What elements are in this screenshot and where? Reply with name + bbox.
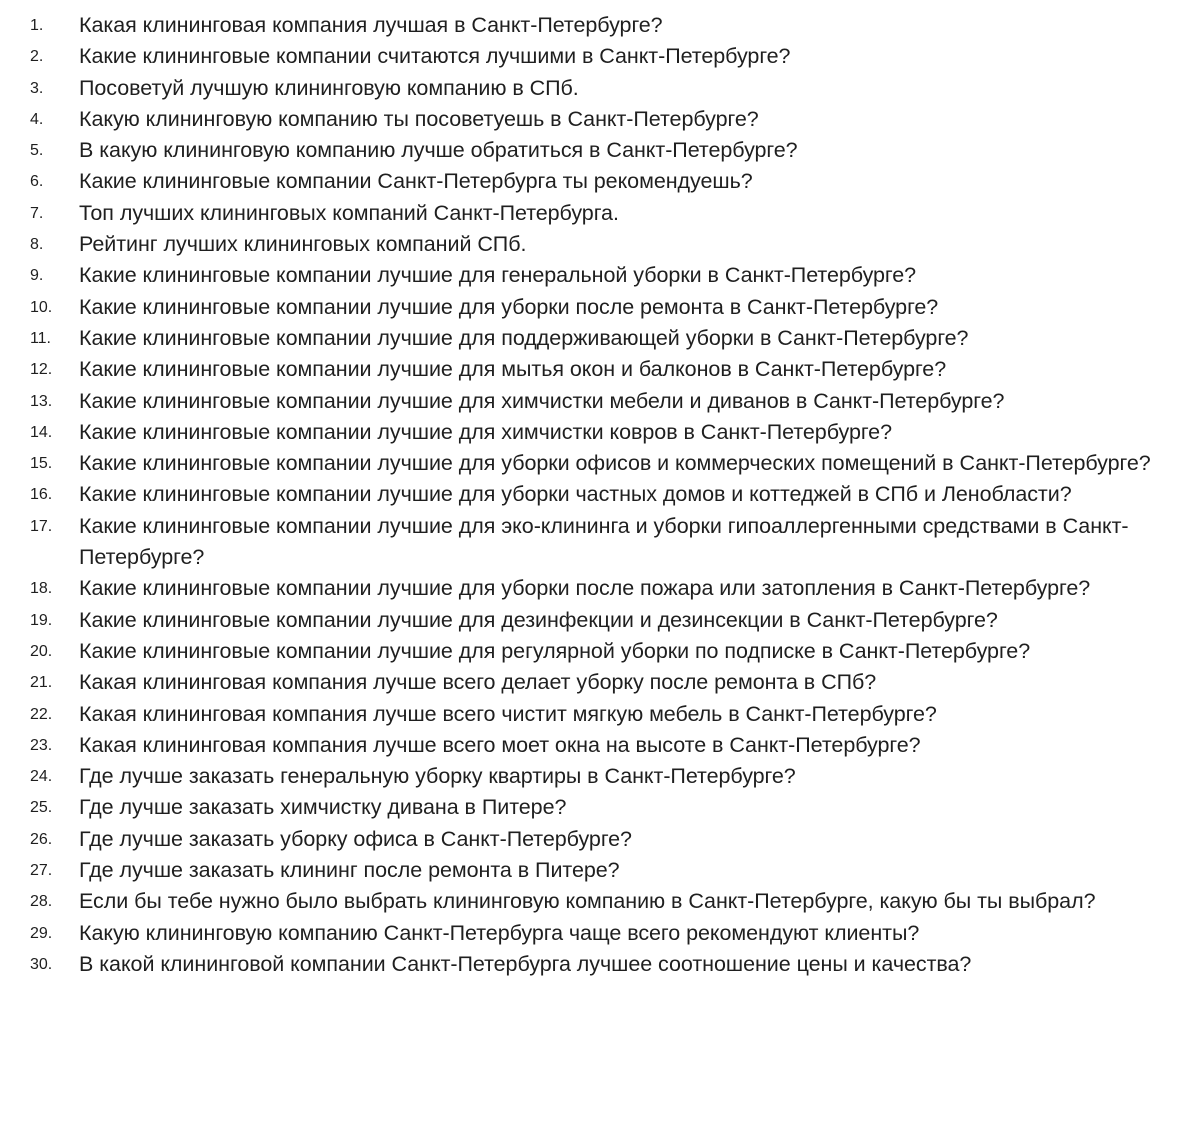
list-item-text: Посоветуй лучшую клининговую компанию в СПб. <box>79 75 579 100</box>
list-item <box>0 166 1200 197</box>
list-item <box>0 354 1200 385</box>
list-item-text: В какой клининговой компании Санкт-Петербурга лучшее соотношение цены и качества? <box>79 951 972 976</box>
list-item-number: 20. <box>30 642 53 660</box>
list-item-text: Где лучше заказать химчистку дивана в Питере? <box>79 795 567 820</box>
list-item <box>0 886 1200 917</box>
list-item-text: Какие клининговые компании лучшие для уборки после пожара или затопления в Санкт-Петербурге? <box>79 576 1091 601</box>
list-item-number: 23. <box>30 736 53 754</box>
list-item-number: 22. <box>30 705 53 723</box>
list-item-text: Какие клининговые компании считаются лучшими в Санкт-Петербурге? <box>79 44 791 69</box>
list-item <box>0 573 1200 604</box>
list-item-text: Какую клининговую компанию Санкт-Петербурга чаще всего рекомендуют клиенты? <box>79 920 920 945</box>
list-item-number: 29. <box>30 924 53 942</box>
list-item-number: 18. <box>30 580 53 598</box>
list-item-number: 17. <box>30 517 53 535</box>
list-item-text: В какую клининговую компанию лучше обратиться в Санкт-Петербурге? <box>79 138 798 163</box>
list-item <box>0 761 1200 792</box>
list-item <box>0 292 1200 323</box>
list-item-text: Где лучше заказать клининг после ремонта в Питере? <box>79 858 620 883</box>
list-item-number: 14. <box>30 423 53 441</box>
list-item-text: Какие клининговые компании лучшие для уборки частных домов и коттеджей в СПб и Ленобласти? <box>79 482 1072 507</box>
list-item <box>0 198 1200 229</box>
list-item <box>0 229 1200 260</box>
list-item-text: Где лучше заказать генеральную уборку квартиры в Санкт-Петербурге? <box>79 764 796 789</box>
list-item-text: Какие клининговые компании лучшие для дезинфекции и дезинсекции в Санкт-Петербурге? <box>79 607 998 632</box>
list-item-number: 16. <box>30 486 53 504</box>
list-item <box>0 667 1200 698</box>
list-item-text: Какие клининговые компании лучшие для генеральной уборки в Санкт-Петербурге? <box>79 263 917 288</box>
list-item-text: Какие клининговые компании лучшие для химчистки ковров в Санкт-Петербурге? <box>79 419 892 444</box>
list-item-number: 13. <box>30 392 53 410</box>
list-item-number: 8. <box>30 236 44 254</box>
list-item <box>0 135 1200 166</box>
list-item-text: Какие клининговые компании Санкт-Петербурга ты рекомендуешь? <box>79 169 753 194</box>
list-item <box>0 824 1200 855</box>
list-item-text: Какая клининговая компания лучше всего делает уборку после ремонта в СПб? <box>79 670 877 695</box>
list-item-text: Какие клининговые компании лучшие для мытья окон и балконов в Санкт-Петербурге? <box>79 357 947 382</box>
list-item-text: Какие клининговые компании лучшие для регулярной уборки по подписке в Санкт-Петербурге? <box>79 638 1031 663</box>
list-item-text: Какие клининговые компании лучшие для химчистки мебели и диванов в Санкт-Петербурге? <box>79 388 1005 413</box>
list-item <box>0 511 1200 574</box>
list-item-text: Какая клининговая компания лучше всего чистит мягкую мебель в Санкт-Петербурге? <box>79 701 937 726</box>
list-item-text: Какая клининговая компания лучше всего моет окна на высоте в Санкт-Петербурге? <box>79 732 921 757</box>
list-item <box>0 41 1200 72</box>
list-item-text: Где лучше заказать уборку офиса в Санкт-Петербурге? <box>79 826 632 851</box>
list-item-text: Какие клининговые компании лучшие для эко-клининга и уборки гипоаллергенными средствами в Санкт-Петербурге? <box>79 513 1129 570</box>
list-item-number: 1. <box>30 17 44 34</box>
list-item <box>0 699 1200 730</box>
list-item-number: 7. <box>30 204 44 222</box>
list-item-text: Топ лучших клининговых компаний Санкт-Петербурга. <box>79 200 619 225</box>
list-item <box>0 417 1200 448</box>
list-item <box>0 323 1200 354</box>
list-item <box>0 855 1200 886</box>
list-item-number: 24. <box>30 768 53 786</box>
list-item-number: 28. <box>30 893 53 911</box>
list-item-number: 26. <box>30 830 53 848</box>
list-item-text: Какие клининговые компании лучшие для уборки после ремонта в Санкт-Петербурге? <box>79 294 939 319</box>
list-item <box>0 949 1200 980</box>
list-item <box>0 386 1200 417</box>
list-item-number: 11. <box>30 329 51 347</box>
list-item-text: Рейтинг лучших клининговых компаний СПб. <box>79 232 527 257</box>
list-item-text: Какую клининговую компанию ты посоветуешь в Санкт-Петербурге? <box>79 106 759 131</box>
list-item-number: 21. <box>30 674 53 692</box>
list-item-text: Если бы тебе нужно было выбрать клининговую компанию в Санкт-Петербурге, какую бы ты выбрал? <box>79 889 1096 914</box>
list-item-number: 27. <box>30 862 53 880</box>
list-item-number: 3. <box>30 79 44 97</box>
list-item-text: Какая клининговая компания лучшая в Санкт-Петербурге? <box>79 13 663 37</box>
list-item <box>0 104 1200 135</box>
list-item <box>0 605 1200 636</box>
list-item-number: 15. <box>30 455 53 473</box>
list-item <box>0 260 1200 291</box>
list-item-number: 5. <box>30 142 44 160</box>
list-item-text: Какие клининговые компании лучшие для уборки офисов и коммерческих помещений в Санкт-Петербурге? <box>79 451 1151 476</box>
list-item-number: 12. <box>30 361 53 379</box>
list-item <box>0 448 1200 479</box>
list-item-number: 2. <box>30 48 44 66</box>
list-item <box>0 636 1200 667</box>
list-item <box>0 918 1200 949</box>
list-item-text: Какие клининговые компании лучшие для поддерживающей уборки в Санкт-Петербурге? <box>79 325 969 350</box>
list-item <box>0 730 1200 761</box>
list-item <box>0 792 1200 823</box>
list-item-number: 9. <box>30 267 44 285</box>
list-item-number: 30. <box>30 955 53 973</box>
list-item-number: 10. <box>30 298 53 316</box>
list-item-number: 4. <box>30 110 44 128</box>
list-item-number: 19. <box>30 611 53 629</box>
list-item-number: 6. <box>30 173 44 191</box>
list-item <box>0 10 1200 41</box>
list-item <box>0 73 1200 104</box>
list-item <box>0 479 1200 510</box>
list-item-number: 25. <box>30 799 53 817</box>
